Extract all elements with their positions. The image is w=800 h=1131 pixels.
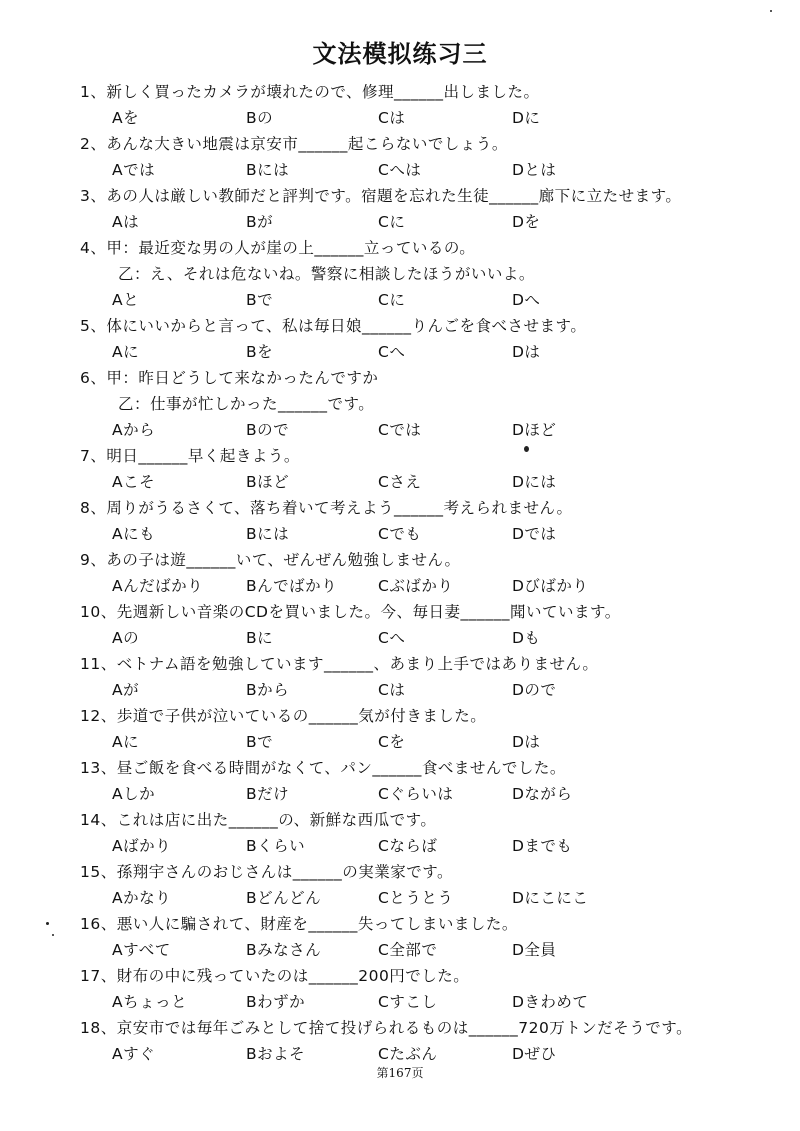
page-number: 第167页 xyxy=(376,1066,424,1080)
answer-option: Bわずか xyxy=(246,993,306,1011)
answer-option: Aしか xyxy=(112,785,156,803)
question-text: 3、あの人は厳しい教師だと評判です。宿題を忘れた生徒______廊下に立たせます。 xyxy=(80,187,682,205)
answer-option: Bくらい xyxy=(246,837,306,855)
answer-option: Bだけ xyxy=(246,785,290,803)
answer-option: Cは xyxy=(378,681,406,699)
answer-option: Aでは xyxy=(112,161,156,179)
answer-option: Aちょっと xyxy=(112,993,188,1011)
answer-option: Cでは xyxy=(378,421,422,439)
question-text: 10、先週新しい音楽のCDを買いました。今、毎日妻______聞いています。 xyxy=(80,603,621,621)
answer-option: Dとは xyxy=(512,161,557,179)
answer-option: Cならば xyxy=(378,837,438,855)
answer-option: Aから xyxy=(112,421,156,439)
answer-option: Cでも xyxy=(378,525,422,543)
answer-option: Cとうとう xyxy=(378,889,454,907)
answer-option: Bどんどん xyxy=(246,889,322,907)
answer-option: Dきわめて xyxy=(512,993,589,1011)
question-text: 11、ベトナム語を勉強しています______、あまり上手ではありません。 xyxy=(80,655,599,673)
answer-option: Dは xyxy=(512,343,541,361)
question-text: 7、明日______早く起きよう。 xyxy=(80,447,300,465)
answer-option: Aかなり xyxy=(112,889,172,907)
question-text: 12、歩道で子供が泣いているの______気が付きました。 xyxy=(80,707,487,725)
answer-option: Dを xyxy=(512,213,541,231)
answer-option: Bみなさん xyxy=(246,941,322,959)
answer-option: Cに xyxy=(378,213,406,231)
question-text: 4、甲：最近変な男の人が崖の上______立っているの。 xyxy=(80,239,476,257)
question-text: 17、財布の中に残っていたのは______200円でした。 xyxy=(80,967,470,985)
answer-option: Bんでばかり xyxy=(246,577,338,595)
answer-option: Dには xyxy=(512,473,557,491)
question-text: 2、あんな大きい地震は京安市______起こらないでしょう。 xyxy=(80,135,508,153)
question-text: 18、京安市では毎年ごみとして捨て投げられるものは______720万トンだそうです。 xyxy=(80,1019,693,1037)
answer-option: Bで xyxy=(246,291,274,309)
answer-option: Aばかり xyxy=(112,837,172,855)
answer-option: Bが xyxy=(246,213,274,231)
answer-option: Bには xyxy=(246,525,290,543)
answer-option: Aにも xyxy=(112,525,156,543)
answer-option: Cへは xyxy=(378,161,422,179)
answer-option: Bで xyxy=(246,733,274,751)
question-text: 14、これは店に出た______の、新鮮な西瓜です。 xyxy=(80,811,437,829)
answer-option: Cさえ xyxy=(378,473,422,491)
answer-option: C全部で xyxy=(378,941,438,959)
answer-option: Bの xyxy=(246,109,274,127)
page-title: 文法模拟练习三 xyxy=(312,40,488,68)
answer-option: Aが xyxy=(112,681,140,699)
answer-option: Dにこにこ xyxy=(512,889,589,907)
scan-speck xyxy=(46,922,49,925)
answer-option: Bおよそ xyxy=(246,1045,306,1063)
answer-option: Cに xyxy=(378,291,406,309)
answer-option: Dに xyxy=(512,109,541,127)
question-text: 15、孫翔宇さんのおじさんは______の実業家です。 xyxy=(80,863,453,881)
question-text: 16、悪い人に騙されて、財産を______失ってしまいました。 xyxy=(80,915,518,933)
question-text: 1、新しく買ったカメラが壊れたので、修理______出しました。 xyxy=(80,83,540,101)
answer-option: Cを xyxy=(378,733,406,751)
answer-option: Cは xyxy=(378,109,406,127)
answer-option: Bを xyxy=(246,343,274,361)
question-text: 8、周りがうるさくて、落ち着いて考えよう______考えられません。 xyxy=(80,499,573,517)
answer-option: Aすべて xyxy=(112,941,171,959)
answer-option: Cたぶん xyxy=(378,1045,438,1063)
answer-option: Cへ xyxy=(378,629,406,647)
question-dialogue-line: 乙：え、それは危ないね。警察に相談したほうがいいよ。 xyxy=(118,265,535,283)
answer-option: Dまでも xyxy=(512,837,573,855)
answer-option: Cへ xyxy=(378,343,406,361)
answer-option: Dびばかり xyxy=(512,577,589,595)
answer-option: Dので xyxy=(512,681,557,699)
answer-option: Bに xyxy=(246,629,274,647)
answer-option: Cすこし xyxy=(378,993,438,1011)
answer-option: Aに xyxy=(112,733,140,751)
answer-option: Aは xyxy=(112,213,140,231)
question-text: 13、昼ご飯を食べる時間がなくて、パン______食べませんでした。 xyxy=(80,759,566,777)
scan-speck xyxy=(770,10,772,12)
question-text: 9、あの子は遊______いて、ぜんぜん勉強しません。 xyxy=(80,551,461,569)
answer-option: Dは xyxy=(512,733,541,751)
answer-option: Aこそ xyxy=(112,473,156,491)
answer-option: Dも xyxy=(512,629,541,647)
scan-speck xyxy=(524,446,529,452)
answer-option: D全員 xyxy=(512,941,557,959)
answer-option: Bには xyxy=(246,161,290,179)
answer-option: Aんだばかり xyxy=(112,577,204,595)
answer-option: Dへ xyxy=(512,291,541,309)
question-dialogue-line: 乙：仕事が忙しかった______です。 xyxy=(118,395,375,413)
answer-option: Aすぐ xyxy=(112,1045,156,1063)
answer-option: Aに xyxy=(112,343,140,361)
answer-option: Cぐらいは xyxy=(378,785,454,803)
answer-option: Dほど xyxy=(512,421,557,439)
answer-option: Aを xyxy=(112,109,140,127)
answer-option: Bほど xyxy=(246,473,290,491)
answer-option: Aの xyxy=(112,629,140,647)
question-text: 5、体にいいからと言って、私は毎日娘______りんごを食べさせます。 xyxy=(80,317,587,335)
answer-option: Bので xyxy=(246,421,290,439)
answer-option: Bから xyxy=(246,681,290,699)
answer-option: Dながら xyxy=(512,785,573,803)
scan-speck xyxy=(52,934,54,936)
answer-option: Dぜひ xyxy=(512,1045,557,1063)
answer-option: Aと xyxy=(112,291,140,309)
answer-option: Dでは xyxy=(512,525,557,543)
answer-option: Cぶばかり xyxy=(378,577,454,595)
question-text: 6、甲：昨日どうして来なかったんですか xyxy=(80,369,379,387)
